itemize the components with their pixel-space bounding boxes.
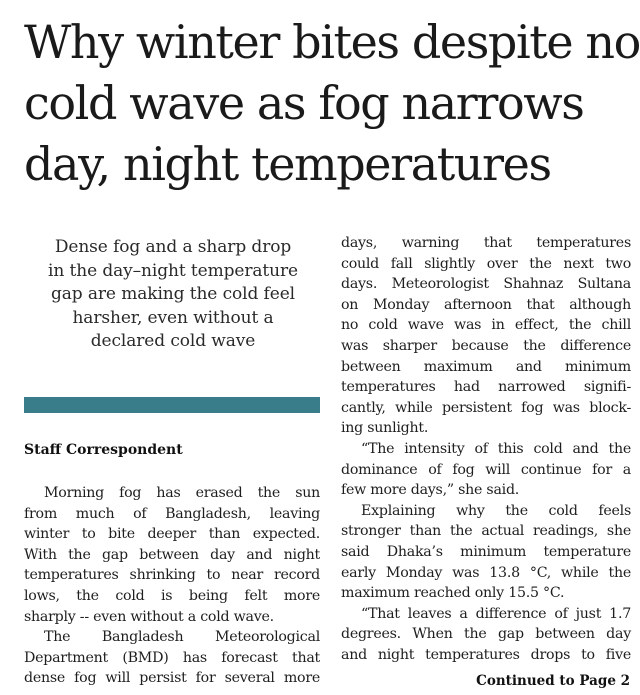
headline-line: day, night temperatures — [24, 137, 551, 191]
body-line: maximum reached only 15.5 °C. — [341, 585, 565, 602]
deck-line: in the day–night temperature — [48, 260, 298, 281]
body-line: said Dhaka’s minimum temperature — [341, 543, 631, 560]
continued-link[interactable]: Continued to Page 2 — [476, 673, 630, 689]
body-line: dense fog will persist for several more — [24, 670, 320, 687]
body-line: sharply -- even without a cold wave. — [24, 608, 274, 625]
headline-line: Why winter bites despite no — [24, 15, 640, 69]
body-line: cantly, while persistent fog was block- — [341, 399, 631, 416]
body-line: could fall slightly over the next two — [341, 255, 631, 272]
deck-line: harsher, even without a — [72, 307, 274, 328]
body-line: “The intensity of this cold and the — [361, 440, 631, 457]
body-line: With the gap between day and night — [24, 546, 320, 563]
body-line: and night temperatures drops to five — [341, 646, 631, 663]
body-line: degrees. When the gap between day — [341, 626, 631, 643]
body-line: few more days,” she said. — [341, 482, 520, 499]
body-line: temperatures shrinking to near record — [24, 567, 320, 584]
body-line: days, warning that temperatures — [341, 235, 631, 251]
body-line: from much of Bangladesh, leaving — [24, 505, 320, 522]
body-line: temperatures had narrowed signifi- — [341, 379, 631, 396]
body-line: early Monday was 13.8 °C, while the — [341, 564, 631, 581]
body-line: The Bangladesh Meteorological — [44, 629, 320, 646]
body-line: was sharper because the difference — [341, 337, 631, 354]
body-line: dominance of fog will continue for a — [341, 461, 631, 478]
body-line: Department (BMD) has forecast that — [24, 649, 320, 666]
body-line: between maximum and minimum — [341, 358, 631, 375]
deck — [32, 236, 314, 354]
headline — [24, 12, 640, 195]
deck-block — [24, 236, 320, 354]
deck-line: declared cold wave — [90, 331, 256, 351]
body-line: “That leaves a difference of just 1.7 — [361, 605, 631, 622]
body-line: days. Meteorologist Shahnaz Sultana — [341, 276, 631, 293]
body-line: on Monday afternoon that although — [341, 296, 631, 313]
deck-line: gap are making the cold feel — [50, 284, 296, 304]
body-line: ing sunlight. — [341, 420, 429, 437]
article-column-left — [24, 483, 320, 689]
accent-bar — [24, 397, 320, 413]
deck-line: Dense fog and a sharp drop — [54, 237, 292, 257]
headline-line: cold wave as fog narrows — [24, 76, 584, 130]
body-line: Explaining why the cold feels — [361, 502, 631, 519]
body-line: winter to bite deeper than expected. — [24, 526, 320, 543]
body-line: no cold wave was in effect, the chill — [341, 317, 631, 334]
body-line: Morning fog has erased the sun — [44, 485, 320, 501]
article-column-right — [341, 233, 631, 665]
byline: Staff Correspondent — [24, 442, 183, 458]
body-line: lows, the cold is being felt more — [24, 587, 320, 604]
body-line: stronger than the actual readings, she — [341, 523, 631, 540]
